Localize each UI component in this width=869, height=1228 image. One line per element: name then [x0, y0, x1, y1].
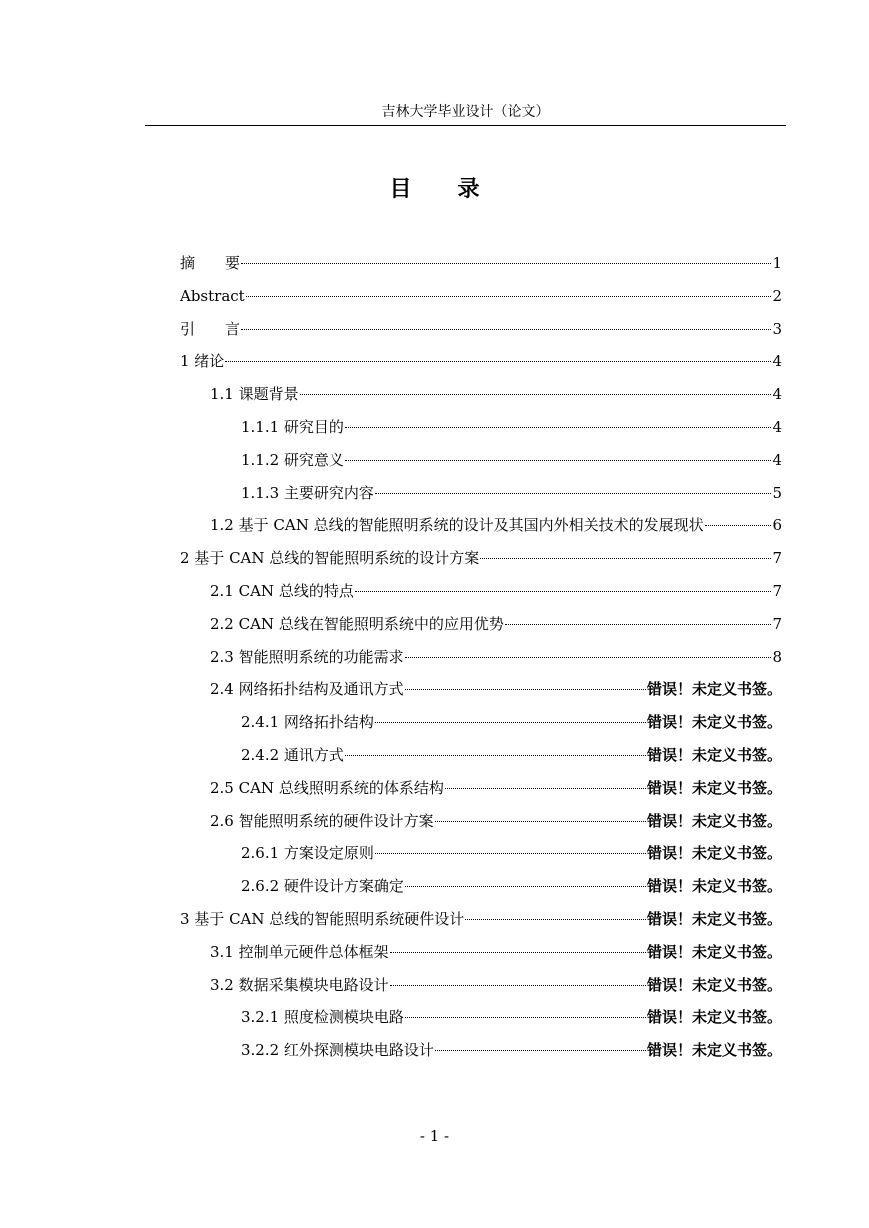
toc-entry-label: 2.1 CAN 总线的特点 — [210, 581, 354, 600]
dot-leader — [405, 1017, 646, 1018]
dot-leader — [375, 853, 646, 854]
dot-leader — [225, 361, 771, 362]
dot-leader — [241, 329, 771, 330]
toc-entry[interactable] — [180, 610, 782, 643]
toc-entry[interactable] — [180, 971, 782, 1004]
toc-entry-label: 2.4.2 通讯方式 — [241, 745, 344, 764]
toc-entry[interactable] — [180, 643, 782, 676]
toc-entry-label: 2.5 CAN 总线照明系统的体系结构 — [210, 778, 444, 797]
toc-entry[interactable] — [180, 741, 782, 774]
toc-entry[interactable] — [180, 774, 782, 807]
header-rule — [145, 125, 786, 126]
dot-leader — [435, 1050, 646, 1051]
toc-entry[interactable] — [180, 347, 782, 380]
toc-entry[interactable] — [180, 479, 782, 512]
toc-entry-page-number: 4 — [772, 385, 782, 404]
toc-entry[interactable] — [180, 446, 782, 479]
toc-entry-page-number: 1 — [772, 254, 782, 272]
toc-entry-page-number: 2 — [772, 286, 782, 305]
toc-entry-label: 1.2 基于 CAN 总线的智能照明系统的设计及其国内外相关技术的发展现状 — [210, 516, 704, 535]
dot-leader — [445, 788, 646, 789]
dot-leader — [355, 591, 772, 592]
toc-entry-bookmark-error: 错误！未定义书签。 — [646, 680, 782, 699]
dot-leader — [505, 624, 772, 625]
dot-leader — [705, 525, 772, 526]
toc-entry[interactable] — [180, 872, 782, 905]
toc-entry[interactable] — [180, 544, 782, 577]
toc-entry-bookmark-error: 错误！未定义书签。 — [646, 975, 782, 994]
toc-entry[interactable] — [180, 380, 782, 413]
toc-entry-label: 2.4 网络拓扑结构及通讯方式 — [210, 680, 404, 699]
toc-entry-bookmark-error: 错误！未定义书签。 — [646, 713, 782, 732]
toc-entry-label: 1.1.1 研究目的 — [241, 417, 344, 436]
dot-leader — [375, 493, 772, 494]
dot-leader — [465, 919, 646, 920]
dot-leader — [246, 296, 772, 297]
toc-entry-label: 3.2 数据采集模块电路设计 — [210, 975, 389, 994]
toc-entry-label: 2.6.2 硬件设计方案确定 — [241, 877, 404, 896]
dot-leader — [390, 952, 646, 953]
toc-entry-bookmark-error: 错误！未定义书签。 — [646, 778, 782, 797]
toc-entry-page-number: 4 — [772, 417, 782, 436]
toc-entry[interactable] — [180, 413, 782, 446]
toc-entry-bookmark-error: 错误！未定义书签。 — [646, 909, 782, 928]
dot-leader — [345, 460, 772, 461]
toc-entry-page-number: 7 — [772, 581, 782, 600]
toc-entry-page-number: 3 — [772, 319, 782, 338]
dot-leader — [345, 755, 646, 756]
page-title: 目录 — [389, 176, 526, 202]
toc-entry-label: 1.1 课题背景 — [210, 385, 299, 404]
dot-leader — [375, 722, 646, 723]
toc-entry[interactable] — [180, 708, 782, 741]
toc-entry-label: 3.2.1 照度检测模块电路 — [241, 1008, 404, 1027]
running-header: 吉林大学毕业设计（论文） — [381, 104, 550, 120]
dot-leader — [345, 427, 772, 428]
toc-entry-label: 引言 — [180, 319, 241, 338]
dot-leader — [435, 821, 646, 822]
dot-leader — [241, 263, 771, 264]
toc-entry-page-number: 6 — [772, 516, 782, 535]
toc-entry[interactable] — [180, 839, 782, 872]
toc-entry[interactable] — [180, 807, 782, 840]
toc-entry-page-number: 5 — [772, 483, 782, 502]
page-number: - 1 - — [419, 1127, 450, 1145]
toc-entry-label: 2.6 智能照明系统的硬件设计方案 — [210, 811, 434, 830]
toc-entry-bookmark-error: 错误！未定义书签。 — [646, 942, 782, 961]
dot-leader — [390, 985, 646, 986]
toc-entry-page-number: 7 — [772, 614, 782, 633]
toc-entry[interactable] — [180, 577, 782, 610]
toc-entry-bookmark-error: 错误！未定义书签。 — [646, 1008, 782, 1027]
toc-entry-bookmark-error: 错误！未定义书签。 — [646, 745, 782, 764]
toc-entry[interactable] — [180, 675, 782, 708]
toc-entry-label: 1.1.3 主要研究内容 — [241, 483, 374, 502]
toc-entry[interactable] — [180, 315, 782, 348]
toc-entry[interactable] — [180, 905, 782, 938]
dot-leader — [405, 657, 772, 658]
toc-entry[interactable] — [180, 938, 782, 971]
toc-entry-page-number: 4 — [772, 352, 782, 371]
toc-entry-label: 1 绪论 — [180, 352, 225, 371]
toc-entry-page-number: 7 — [772, 549, 782, 568]
table-of-contents — [180, 249, 782, 1069]
toc-entry-label: Abstract — [180, 286, 245, 305]
toc-entry-label: 3 基于 CAN 总线的智能照明系统硬件设计 — [180, 909, 465, 928]
toc-entry-label: 3.1 控制单元硬件总体框架 — [210, 942, 389, 961]
dot-leader — [480, 558, 771, 559]
toc-entry-label: 2.2 CAN 总线在智能照明系统中的应用优势 — [210, 614, 504, 633]
toc-entry-page-number: 4 — [772, 450, 782, 469]
toc-entry-label: 2.4.1 网络拓扑结构 — [241, 713, 374, 732]
toc-entry-label: 2 基于 CAN 总线的智能照明系统的设计方案 — [180, 549, 480, 568]
toc-entry[interactable] — [180, 1036, 782, 1069]
toc-entry[interactable] — [180, 249, 782, 282]
toc-entry-bookmark-error: 错误！未定义书签。 — [646, 811, 782, 830]
toc-entry-bookmark-error: 错误！未定义书签。 — [646, 877, 782, 896]
toc-entry-label: 2.3 智能照明系统的功能需求 — [210, 647, 404, 666]
toc-entry[interactable] — [180, 282, 782, 315]
dot-leader — [300, 394, 772, 395]
dot-leader — [405, 886, 646, 887]
toc-entry[interactable] — [180, 1003, 782, 1036]
toc-entry-label: 2.6.1 方案设定原则 — [241, 844, 374, 863]
toc-entry-label: 1.1.2 研究意义 — [241, 450, 344, 469]
toc-entry[interactable] — [180, 511, 782, 544]
toc-entry-label: 3.2.2 红外探测模块电路设计 — [241, 1041, 434, 1060]
toc-entry-bookmark-error: 错误！未定义书签。 — [646, 844, 782, 863]
toc-entry-bookmark-error: 错误！未定义书签。 — [646, 1041, 782, 1060]
dot-leader — [405, 689, 646, 690]
toc-entry-page-number: 8 — [772, 647, 782, 666]
toc-entry-label: 摘要 — [180, 254, 241, 272]
